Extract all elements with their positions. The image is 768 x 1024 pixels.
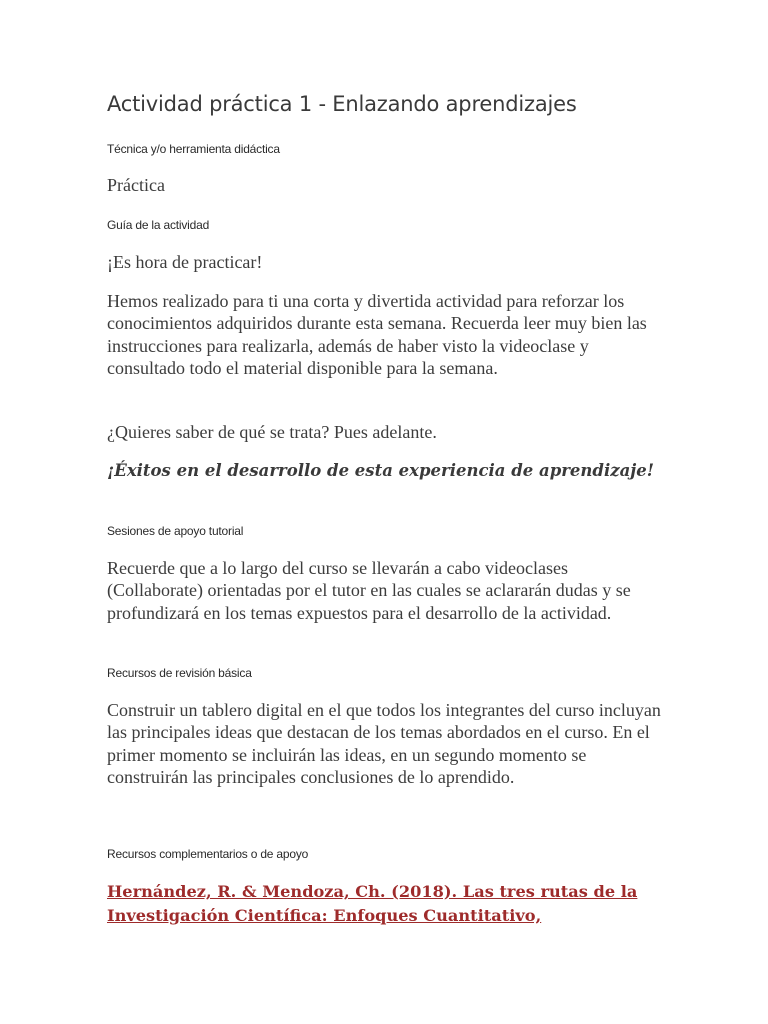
- guide-question: ¿Quieres saber de qué se trata? Pues adelante.: [107, 422, 437, 442]
- basic-resources-paragraph: Construir un tablero digital en el que todos los integrantes del curso incluyan las principales ideas que destacan de los temas abordados en el curso. En el primer momento se incluirán las ideas, en un segundo momento se construirán las principales conclusiones de lo aprendido.: [107, 700, 661, 787]
- guide-intro: ¡Es hora de practicar!: [107, 252, 263, 272]
- tutorial-paragraph: Recuerde que a lo largo del curso se llevarán a cabo videoclases (Collaborate) orientadas por el tutor en las cuales se aclararán dudas y se profundizará en los temas expuestos para el desarrollo de la actividad.: [107, 558, 631, 623]
- page-title: Actividad práctica 1 - Enlazando aprendizajes: [107, 92, 577, 116]
- guide-emphasis: ¡Éxitos en el desarrollo de esta experiencia de aprendizaje!: [107, 461, 654, 480]
- complementary-resources-label: Recursos complementarios o de apoyo: [107, 847, 309, 861]
- guide-paragraph: Hemos realizado para ti una corta y divertida actividad para reforzar los conocimientos adquiridos durante esta semana. Recuerda leer muy bien las instrucciones para realizarla, además de haber visto la videoclase y consultado todo el material disponible para la semana.: [107, 291, 647, 378]
- basic-resources-label: Recursos de revisión básica: [107, 666, 252, 680]
- technique-value: Práctica: [107, 175, 165, 195]
- guide-label: Guía de la actividad: [107, 218, 210, 232]
- technique-label: Técnica y/o herramienta didáctica: [107, 142, 280, 156]
- reference-link[interactable]: Hernández, R. & Mendoza, Ch. (2018). Las tres rutas de la Investigación Científica: Enfoques Cuantitativo,: [107, 882, 638, 925]
- tutorial-label: Sesiones de apoyo tutorial: [107, 524, 244, 538]
